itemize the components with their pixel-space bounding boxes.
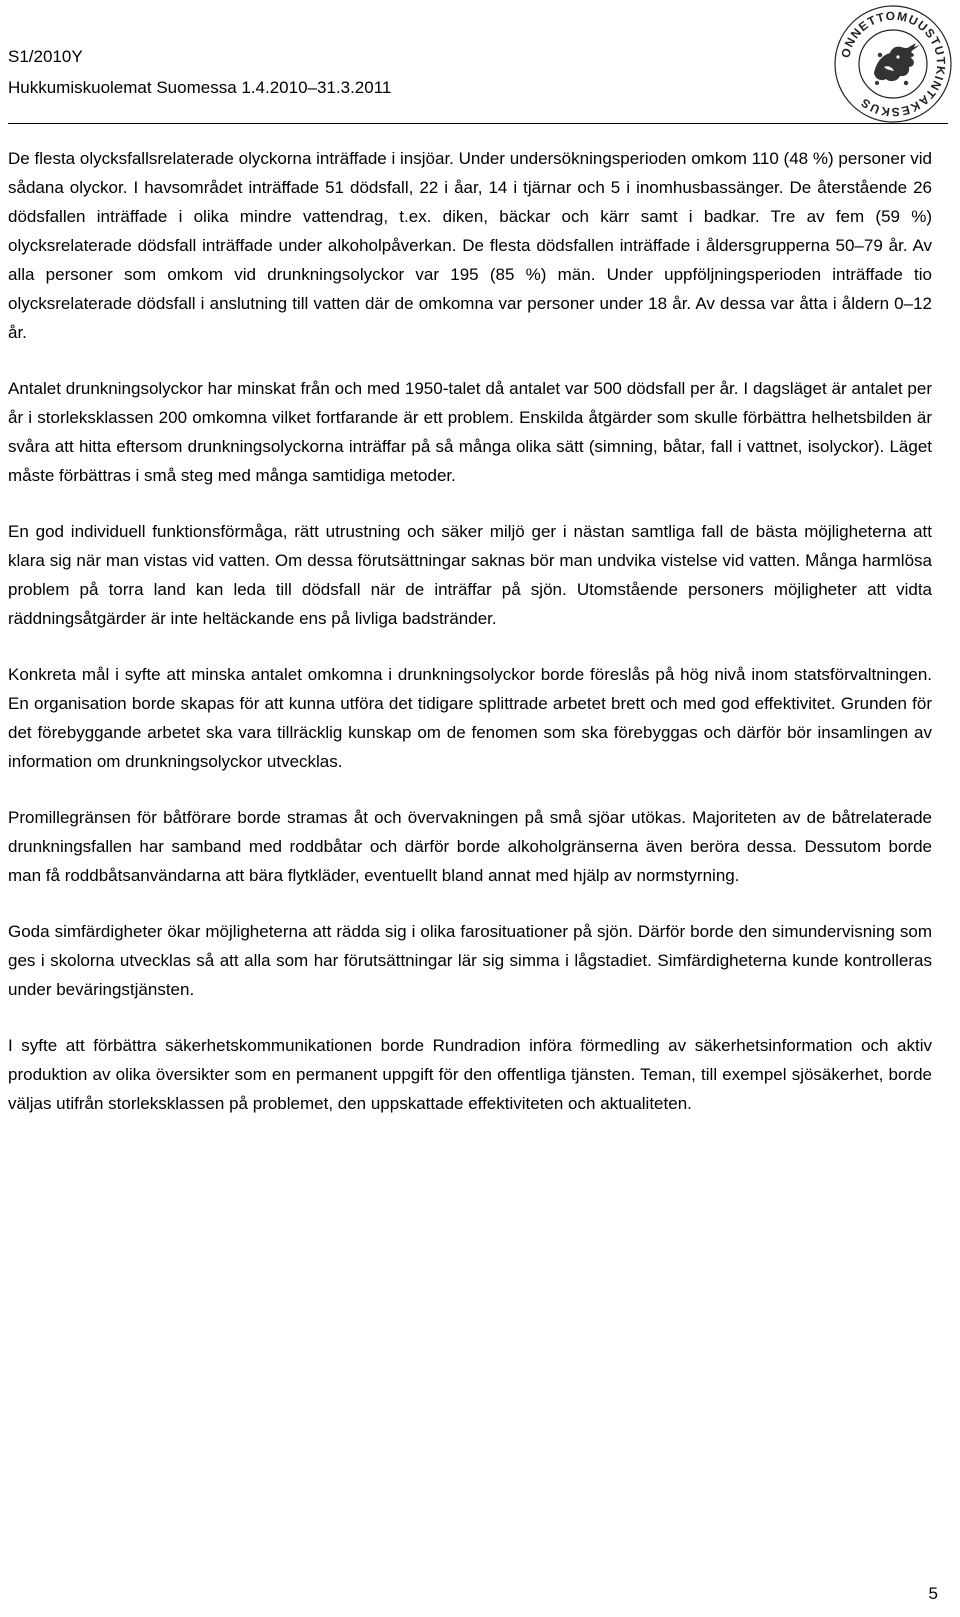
document-body	[8, 144, 932, 1145]
logo-ring-text: ONNETTOMUUSTUTKINTAKESKUS	[838, 8, 949, 120]
page-number: 5	[928, 1584, 938, 1603]
paragraph: Antalet drunkningsolyckor har minskat från och med 1950-talet då antalet var 500 dödsfall per år. I dagsläget är antalet per år i storleksklassen 200 omkomna vilket fortfarande är ett problem. Enskilda åtgärder som skulle förbättra helhetsbilden är svåra att hitta eftersom drunkningsolyckorna inträffar på så många olika sätt (simning, båtar, fall i vattnet, isolyckor). Läget måste förbättras i små steg med många samtidiga metoder.	[8, 379, 932, 485]
paragraph: De flesta olycksfallsrelaterade olyckorna inträffade i insjöar. Under undersökningsperioden omkom 110 (48 %) personer vid sådana olyckor. I havsområdet inträffade 51 dödsfall, 22 i åar, 14 i tjärnar och 5 i inomhusbassänger. De återstående 26 dödsfallen inträffade i olika mindre vattendrag, t.ex. diken, bäckar och kärr samt i badkar. Tre av fem (59 %) olycksrelaterade dödsfall inträffade under alkoholpåverkan. De flesta dödsfallen inträffade i åldersgrupperna 50–79 år. Av alla personer som omkom vid drunkningsolyckor var 195 (85 %) män. Under uppföljningsperioden inträffade tio olycksrelaterade dödsfall i anslutning till vatten där de omkomna var personer under 18 år. Av dessa var åtta i åldern 0–12 år.	[8, 149, 932, 342]
paragraph: Promillegränsen för båtförare borde stramas åt och övervakningen på små sjöar utökas. Majoriteten av de båtrelaterade drunkningsfallen har samband med roddbåtar och därför borde alkoholgränserna även beröra dessa. Dessutom borde man få roddbåtsanvändarna att bära flytkläder, eventuellt bland annat med hjälp av normstyrning.	[8, 808, 932, 885]
agency-logo	[832, 3, 954, 125]
page-header	[8, 46, 828, 99]
header-divider	[8, 123, 948, 124]
report-id: S1/2010Y	[8, 47, 83, 66]
paragraph: Goda simfärdigheter ökar möjligheterna att rädda sig i olika farosituationer på sjön. Därför borde den simundervisning som ges i skolorna utvecklas så att alla som har förutsättningar lär sig simma i lågstadiet. Simfärdigheterna kunde kontrolleras under beväringstjänsten.	[8, 922, 932, 999]
paragraph: I syfte att förbättra säkerhetskommunikationen borde Rundradion införa förmedling av säkerhetsinformation och aktiv produktion av olika översikter som en permanent uppgift för den offentliga tjänsten. Teman, till exempel sjösäkerhet, borde väljas utifrån storleksklassen på problemet, den uppskattade effektiviteten och aktualiteten.	[8, 1036, 932, 1113]
paragraph: Konkreta mål i syfte att minska antalet omkomna i drunkningsolyckor borde föreslås på hög nivå inom statsförvaltningen. En organisation borde skapas för att kunna utföra det tidigare splittrade arbetet brett och med god effektivitet. Grunden för det förebyggande arbetet ska vara tillräcklig kunskap om de fenomen som ska förebyggas och därför bör insamlingen av information om drunkningsolyckor utvecklas.	[8, 665, 932, 771]
report-title: Hukkumiskuolemat Suomessa 1.4.2010–31.3.2011	[8, 78, 392, 97]
lion-crest-seal-icon	[832, 3, 954, 125]
paragraph: En god individuell funktionsförmåga, rätt utrustning och säker miljö ger i nästan samtliga fall de bästa möjligheterna att klara sig när man vistas vid vatten. Om dessa förutsättningar saknas bör man undvika vistelse vid vatten. Många harmlösa problem på torra land kan leda till dödsfall när de inträffar på sjön. Utomstående personers möjligheter att vidta räddningsåtgärder är inte heltäckande ens på livliga badstränder.	[8, 522, 932, 628]
